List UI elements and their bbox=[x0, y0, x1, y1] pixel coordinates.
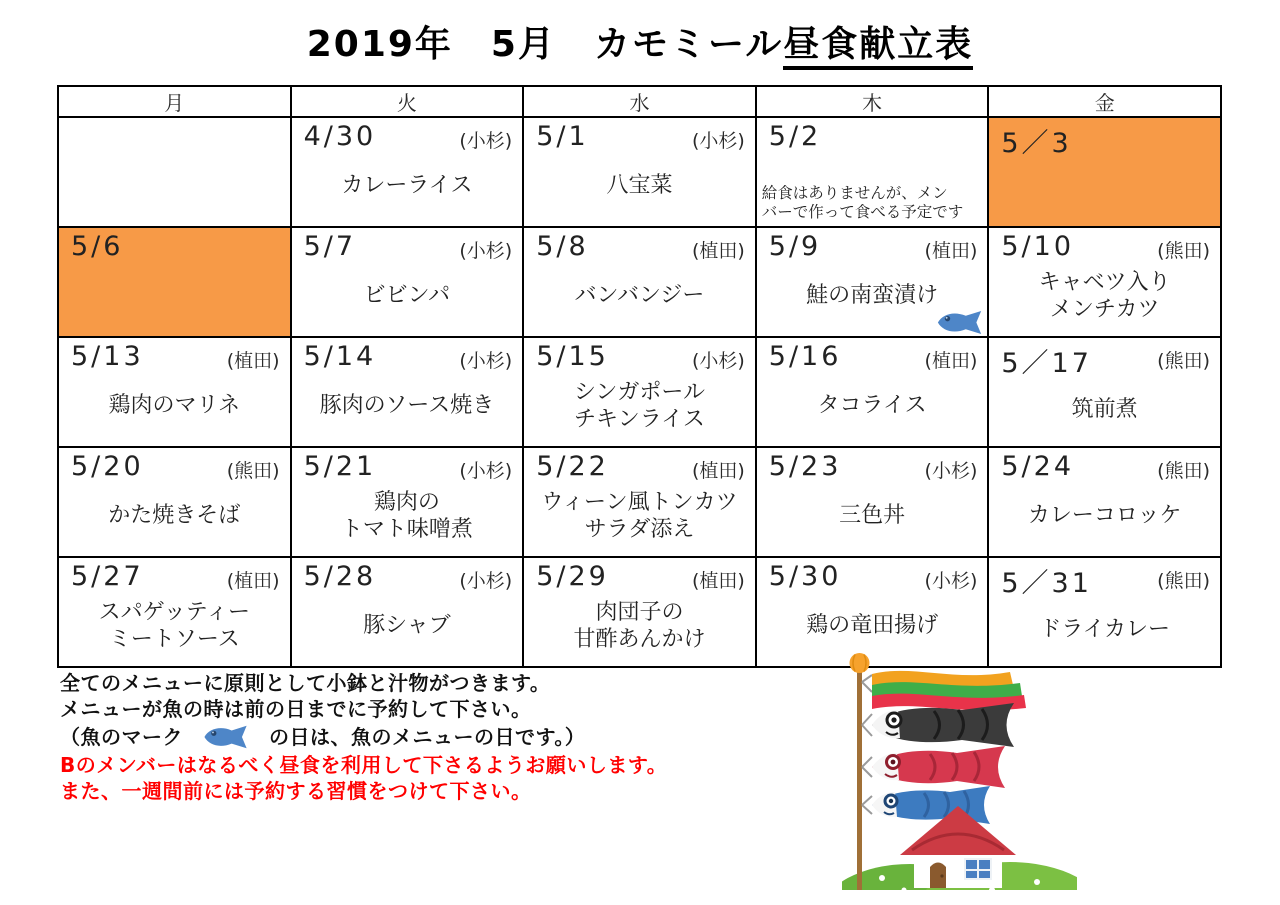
cell-menu-line: 鶏の竜田揚げ bbox=[806, 613, 939, 639]
calendar-cell bbox=[58, 557, 291, 667]
cell-menu-line: 甘酢あんかけ bbox=[573, 626, 706, 652]
calendar-cell bbox=[756, 117, 989, 227]
calendar-cell bbox=[988, 227, 1221, 337]
cell-menu-line: ビビンパ bbox=[363, 283, 451, 309]
menu-calendar-table bbox=[57, 85, 1222, 668]
cell-cook-name: (小杉) bbox=[459, 460, 513, 482]
note-fish-reservation: メニューが魚の時は前の日までに予約して下さい。 bbox=[60, 697, 532, 721]
note-b-members-request: Bのメンバーはなるべく昼食を利用して下さるようお願いします。 bbox=[60, 753, 668, 777]
cell-header bbox=[989, 558, 1220, 600]
cell-menu-line: サラダ添え bbox=[584, 516, 695, 542]
cell-cook-name: (小杉) bbox=[691, 130, 745, 152]
calendar-cell bbox=[58, 337, 291, 447]
cell-menu-line: ドライカレー bbox=[1039, 616, 1171, 642]
cell-menu-line: 豚シャブ bbox=[363, 613, 451, 639]
cell-cook-name: (小杉) bbox=[459, 570, 513, 592]
cell-menu-line: カレーコロッケ bbox=[1027, 503, 1182, 529]
cell-menu bbox=[524, 483, 755, 556]
calendar-week-row bbox=[58, 227, 1221, 337]
cell-header bbox=[524, 338, 755, 373]
cell-menu-line: 三色丼 bbox=[839, 503, 906, 529]
cell-cook-name: (小杉) bbox=[459, 130, 513, 152]
title-underlined-text: 昼食献立表 bbox=[783, 24, 973, 70]
calendar-cell bbox=[756, 337, 989, 447]
cell-menu bbox=[292, 263, 523, 336]
cell-cook-name: (小杉) bbox=[459, 240, 513, 262]
cell-header bbox=[292, 558, 523, 593]
fish-glyph bbox=[935, 307, 985, 338]
cell-date: 5/1 bbox=[536, 121, 589, 152]
cell-menu-line: トマト味噌煮 bbox=[340, 516, 473, 542]
day-header: 金 bbox=[988, 86, 1221, 117]
note-fish-mark-before: （魚のマーク bbox=[60, 725, 183, 749]
cell-note bbox=[757, 184, 988, 226]
cell-cook-name: (小杉) bbox=[459, 350, 513, 372]
cell-date: 5/21 bbox=[303, 451, 377, 482]
cell-menu bbox=[757, 483, 988, 556]
cell-header bbox=[757, 448, 988, 483]
cell-menu-line: 筑前煮 bbox=[1071, 396, 1138, 422]
cell-header bbox=[757, 228, 988, 263]
cell-cook-name: (熊田) bbox=[226, 460, 280, 482]
cell-menu-line: スパゲッティー bbox=[98, 599, 250, 625]
cell-header bbox=[524, 558, 755, 593]
koinobori-illustration bbox=[842, 650, 1077, 890]
cell-menu bbox=[59, 373, 290, 446]
cell-menu bbox=[757, 373, 988, 446]
cell-menu-line: 肉団子の bbox=[595, 599, 684, 625]
cell-cook-name: (熊田) bbox=[1157, 350, 1210, 372]
cell-header bbox=[292, 338, 523, 373]
calendar-cell bbox=[523, 557, 756, 667]
calendar-cell bbox=[523, 337, 756, 447]
calendar-cell bbox=[756, 447, 989, 557]
title-text: 2019年 5月 カモミール bbox=[306, 24, 784, 65]
cell-menu-line: 八宝菜 bbox=[606, 173, 673, 199]
cell-cook-name: (植田) bbox=[691, 460, 745, 482]
cell-menu bbox=[292, 373, 523, 446]
cell-date: 5/30 bbox=[768, 561, 842, 592]
cell-cook-name: (小杉) bbox=[924, 570, 978, 592]
cell-header bbox=[757, 558, 988, 593]
koinobori-carp-streamer-graphic bbox=[842, 650, 1077, 890]
cell-date: 5/29 bbox=[536, 561, 609, 592]
cell-header bbox=[524, 228, 755, 263]
cell-header bbox=[59, 558, 290, 593]
calendar-cell bbox=[58, 447, 291, 557]
cell-menu bbox=[524, 373, 755, 446]
cell-menu bbox=[292, 153, 523, 226]
cell-date: 5/16 bbox=[768, 341, 842, 372]
cell-menu bbox=[292, 483, 523, 556]
cell-menu bbox=[524, 593, 755, 666]
calendar-week-row bbox=[58, 447, 1221, 557]
cell-cook-name: (植田) bbox=[226, 350, 280, 372]
cell-note-line: バーで作って食べる予定です bbox=[761, 202, 964, 221]
cell-date: 5/9 bbox=[768, 231, 822, 262]
cell-cook-name: (植田) bbox=[691, 240, 745, 262]
cell-header bbox=[757, 118, 988, 152]
cell-cook-name: (小杉) bbox=[924, 460, 978, 482]
note-fish-mark-legend bbox=[60, 722, 667, 752]
cell-date: 5/13 bbox=[71, 341, 144, 372]
cell-menu bbox=[59, 593, 290, 666]
cell-header bbox=[524, 118, 755, 153]
cell-date: 5／17 bbox=[1001, 348, 1092, 379]
cell-cook-name: (植田) bbox=[691, 570, 745, 592]
cell-header bbox=[989, 118, 1220, 160]
cell-date: 5/20 bbox=[71, 451, 144, 482]
page-title bbox=[0, 16, 1280, 67]
cell-menu bbox=[989, 380, 1220, 446]
calendar-cell bbox=[523, 227, 756, 337]
cell-date: 5／3 bbox=[1001, 128, 1072, 159]
cell-date: 5/28 bbox=[303, 561, 377, 592]
cell-menu-line: 鶏肉のマリネ bbox=[108, 393, 241, 419]
cell-date: 5/27 bbox=[71, 561, 144, 592]
cell-header bbox=[292, 228, 523, 263]
cell-menu bbox=[59, 483, 290, 556]
calendar-cell bbox=[291, 337, 524, 447]
cell-date: 5/24 bbox=[1001, 451, 1075, 482]
calendar-cell bbox=[58, 117, 291, 227]
cell-menu bbox=[989, 483, 1220, 556]
cell-date: 5/8 bbox=[536, 231, 589, 262]
cell-menu-line: メンチカツ bbox=[1049, 296, 1160, 322]
calendar-cell bbox=[291, 447, 524, 557]
fish-icon bbox=[935, 307, 985, 338]
calendar-cell bbox=[523, 447, 756, 557]
calendar-cell bbox=[523, 117, 756, 227]
calendar-cell bbox=[756, 227, 989, 337]
day-header: 木 bbox=[756, 86, 989, 117]
day-header: 水 bbox=[523, 86, 756, 117]
cell-menu bbox=[524, 263, 755, 336]
cell-menu bbox=[292, 593, 523, 666]
cell-menu bbox=[524, 153, 755, 226]
calendar-cell bbox=[988, 117, 1221, 227]
cell-header bbox=[989, 338, 1220, 380]
cell-cook-name: (植田) bbox=[924, 350, 978, 372]
cell-menu-line: キャベツ入り bbox=[1038, 269, 1171, 295]
cell-menu-line: かた焼きそば bbox=[108, 503, 241, 529]
fish-icon bbox=[197, 722, 255, 752]
calendar-week-row bbox=[58, 337, 1221, 447]
cell-header bbox=[989, 448, 1220, 483]
day-header: 火 bbox=[291, 86, 524, 117]
cell-header bbox=[989, 228, 1220, 263]
cell-menu-line: カレーライス bbox=[341, 173, 473, 199]
cell-date: 5/7 bbox=[303, 231, 357, 262]
cell-header bbox=[757, 338, 988, 373]
cell-date: 5/15 bbox=[536, 341, 609, 372]
cell-header bbox=[292, 118, 523, 153]
day-header: 月 bbox=[58, 86, 291, 117]
cell-date: 4/30 bbox=[303, 121, 377, 152]
cell-cook-name: (植田) bbox=[924, 240, 978, 262]
calendar-week-row bbox=[58, 117, 1221, 227]
calendar-cell bbox=[988, 447, 1221, 557]
cell-menu bbox=[989, 263, 1220, 336]
note-reservation-habit: また、一週間前には予約する習慣をつけて下さい。 bbox=[60, 779, 532, 803]
cell-menu-line: シンガポール bbox=[573, 379, 705, 405]
note-side-dishes: 全てのメニューに原則として小鉢と汁物がつきます。 bbox=[60, 671, 551, 695]
calendar-cell bbox=[291, 557, 524, 667]
cell-menu-line: タコライス bbox=[817, 393, 927, 419]
cell-header bbox=[59, 338, 290, 373]
cell-menu-line: 豚肉のソース焼き bbox=[319, 393, 495, 419]
cell-header bbox=[292, 448, 523, 483]
notes-section bbox=[60, 670, 667, 804]
cell-menu-line: ミートソース bbox=[108, 626, 240, 652]
cell-note-line: 給食はありませんが、メン bbox=[761, 184, 948, 203]
cell-cook-name: (熊田) bbox=[1157, 570, 1210, 592]
cell-menu-line: チキンライス bbox=[574, 406, 705, 432]
fish-glyph bbox=[197, 722, 255, 752]
calendar-cell bbox=[58, 227, 291, 337]
calendar-cell bbox=[291, 117, 524, 227]
calendar-cell bbox=[291, 227, 524, 337]
cell-menu-line: 鮭の南蛮漬け bbox=[806, 283, 939, 309]
cell-menu-line: バンバンジー bbox=[574, 283, 705, 309]
calendar-cell bbox=[988, 337, 1221, 447]
cell-date: 5/14 bbox=[303, 341, 377, 372]
note-fish-mark-after: の日は、魚のメニューの日です。） bbox=[269, 725, 586, 749]
cell-date: 5/23 bbox=[768, 451, 842, 482]
cell-cook-name: (植田) bbox=[226, 570, 280, 592]
cell-header bbox=[59, 118, 290, 126]
cell-date: 5/22 bbox=[536, 451, 609, 482]
cell-cook-name: (小杉) bbox=[691, 350, 745, 372]
cell-header bbox=[59, 448, 290, 483]
cell-date: 5/2 bbox=[768, 121, 822, 152]
cell-menu-line: ウィーン風トンカツ bbox=[541, 489, 738, 515]
cell-cook-name: (熊田) bbox=[1157, 240, 1210, 262]
cell-header bbox=[524, 448, 755, 483]
cell-date: 5/6 bbox=[71, 231, 124, 262]
cell-date: 5/10 bbox=[1001, 231, 1075, 262]
cell-menu-line: 鶏肉の bbox=[373, 489, 440, 515]
cell-date: 5／31 bbox=[1001, 568, 1092, 599]
cell-cook-name: (熊田) bbox=[1157, 460, 1210, 482]
cell-header bbox=[59, 228, 290, 262]
